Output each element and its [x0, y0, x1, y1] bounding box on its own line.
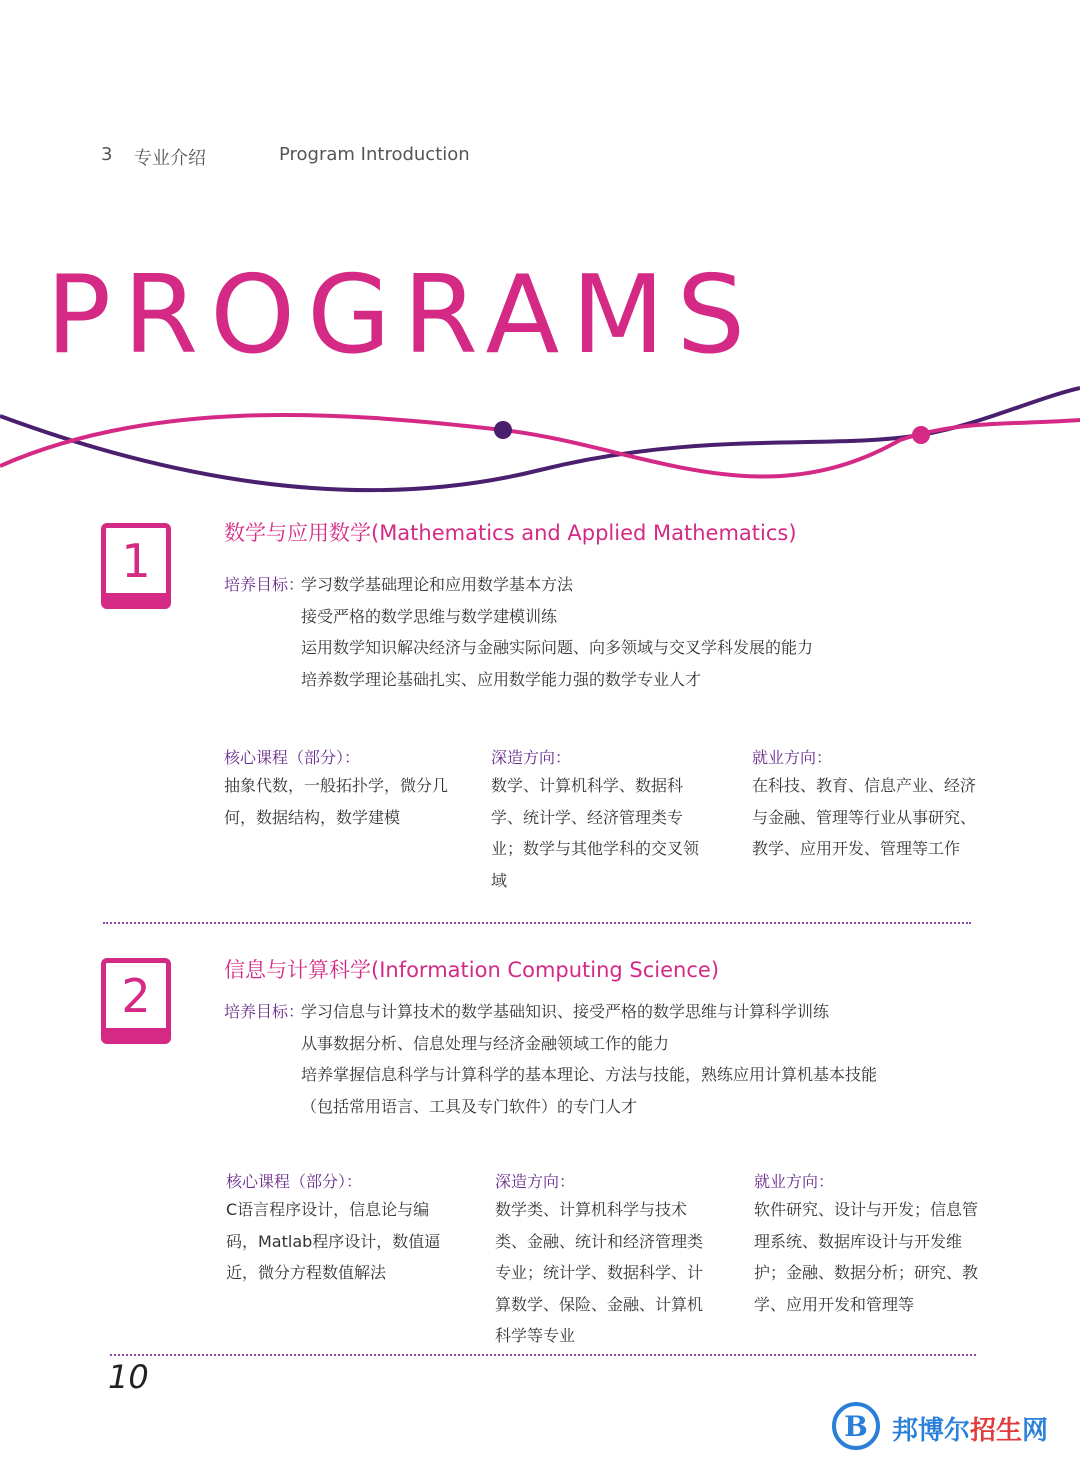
core-courses-label: 核心课程（部分）： [224, 748, 361, 767]
goal-line: （包括常用语言、工具及专门软件）的专门人才 [301, 1097, 638, 1116]
program-title: 数学与应用数学(Mathematics and Applied Mathematics) [224, 521, 797, 545]
goal-line: 学习数学基础理论和应用数学基本方法 [301, 575, 574, 594]
goal-line: 从事数据分析、信息处理与经济金融领域工作的能力 [301, 1034, 670, 1053]
section-title-en: Program Introduction [279, 144, 470, 165]
goal-label: 培养目标： [224, 1002, 305, 1021]
footer-divider [110, 1354, 976, 1356]
goal-line: 培养数学理论基础扎实、应用数学能力强的数学专业人才 [301, 670, 702, 689]
watermark-text [892, 1410, 1048, 1447]
career-label: 就业方向： [752, 748, 833, 767]
section-number: 3 [101, 144, 113, 165]
goal-line: 培养掌握信息科学与计算科学的基本理论、方法与技能，熟练应用计算机基本技能 [301, 1065, 878, 1084]
goal-line: 接受严格的数学思维与数学建模训练 [301, 607, 558, 626]
wave-dot-magenta [912, 426, 930, 444]
program-number-box [101, 958, 171, 1044]
further-study-label: 深造方向： [491, 748, 572, 767]
page-number: 10 [108, 1358, 149, 1396]
goal-label: 培养目标： [224, 575, 305, 594]
core-courses-text: C语言程序设计，信息论与编码，Matlab程序设计，数值逼近，微分方程数值解法 [226, 1200, 441, 1282]
decorative-wave [0, 380, 1080, 510]
core-courses-text: 抽象代数，一般拓扑学，微分几何，数据结构，数学建模 [224, 776, 449, 827]
goal-line: 学习信息与计算技术的数学基础知识、接受严格的数学思维与计算科学训练 [301, 1002, 830, 1021]
program-number: 2 [121, 968, 151, 1023]
watermark-logo-icon [832, 1402, 880, 1450]
section-divider [103, 922, 971, 924]
watermark-text-part: 网 [1022, 1416, 1049, 1446]
logo-letter: B [844, 1409, 868, 1443]
career-text: 在科技、教育、信息产业、经济与金融、管理等行业从事研究、教学、应用开发、管理等工作 [752, 776, 977, 858]
goal-line: 运用数学知识解决经济与金融实际问题、向多领域与交叉学科发展的能力 [301, 638, 814, 657]
watermark-text-part: 招生 [970, 1416, 1023, 1446]
further-study-text: 数学、计算机科学、数据科学、统计学、经济管理类专业；数学与其他学科的交叉领域 [491, 776, 700, 890]
further-study-label: 深造方向： [495, 1172, 576, 1191]
wave-magenta [0, 415, 1080, 477]
core-courses-label: 核心课程（部分）： [226, 1172, 363, 1191]
career-label: 就业方向： [754, 1172, 835, 1191]
career-text: 软件研究、设计与开发；信息管理系统、数据库设计与开发维护；金融、数据分析；研究、教学、应用开发和管理等 [754, 1200, 979, 1314]
section-title-cn: 专业介绍 [134, 148, 206, 169]
further-study-text: 数学类、计算机科学与技术类、金融、统计和经济管理类专业；统计学、数据科学、计算数学、保险、金融、计算机科学等专业 [495, 1200, 704, 1345]
program-number-box [101, 523, 171, 609]
page-title: PROGRAMS [46, 253, 758, 378]
program-number: 1 [121, 533, 151, 588]
wave-dot-purple [494, 421, 512, 439]
watermark-text-part: 邦博尔 [892, 1416, 971, 1446]
program-title: 信息与计算科学(Information Computing Science) [224, 958, 720, 982]
